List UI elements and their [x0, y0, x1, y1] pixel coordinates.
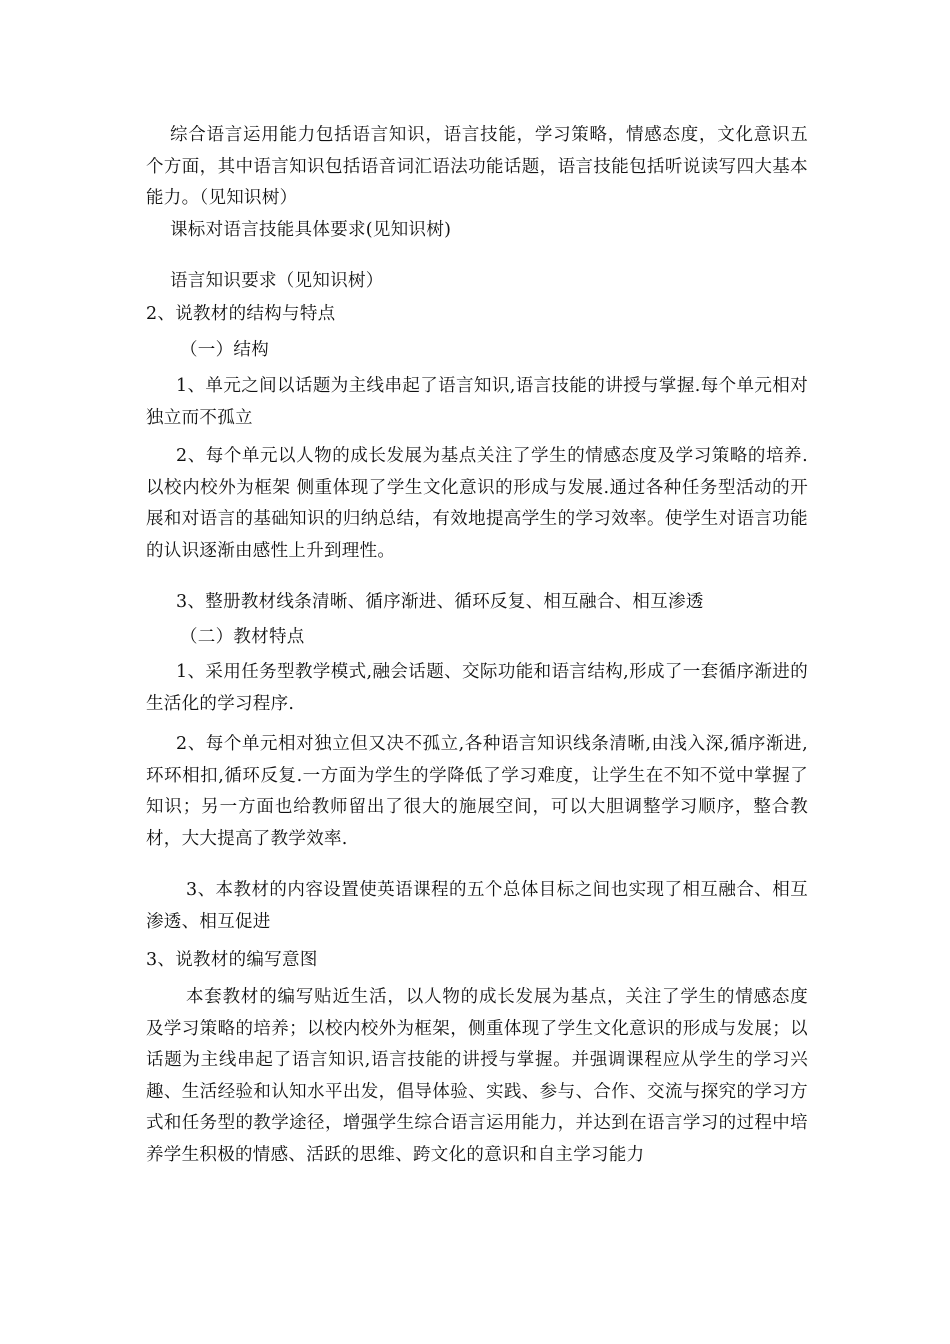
- paragraph-feature-point-3: 3、本教材的内容设置使英语课程的五个总体目标之间也实现了相互融合、相互渗透、相互促进: [146, 880, 808, 932]
- paragraph-competence-overview: 综合语言运用能力包括语言知识，语言技能，学习策略，情感态度，文化意识五个方面，其中语言知识包括语音词汇语法功能话题，语言技能包括听说读写四大基本能力。（见知识树）: [146, 125, 808, 208]
- paragraph-knowledge-requirements: 语言知识要求（见知识树）: [170, 271, 384, 291]
- heading-writing-intent: 3、说教材的编写意图: [146, 950, 318, 970]
- heading-textbook-structure: 2、说教材的结构与特点: [146, 304, 336, 324]
- paragraph-writing-intent: 本套教材的编写贴近生活，以人物的成长发展为基点，关注了学生的情感态度及学习策略的培养；以校内校外为框架，侧重体现了学生文化意识的形成与发展；以话题为主线串起了语言知识,语言技能的讲授与掌握。并强调课程应从学生的学习兴趣、生活经验和认知水平出发，倡导体验、实践、参与、合作、交流与探究的学习方式和任务型的教学途径，增强学生综合语言运用能力，并达到在语言学习的过程中培养学生积极的情感、活跃的思维、跨文化的意识和自主学习能力: [146, 987, 808, 1165]
- paragraph-structure-point-1: 1、单元之间以话题为主线串起了语言知识,语言技能的讲授与掌握.每个单元相对独立而不孤立: [146, 376, 808, 428]
- paragraph-feature-point-1: 1、采用任务型教学模式,融会话题、交际功能和语言结构,形成了一套循序渐进的生活化的学习程序.: [146, 662, 808, 714]
- subheading-structure: （一）结构: [180, 340, 269, 360]
- paragraph-structure-point-2: 2、每个单元以人物的成长发展为基点关注了学生的情感态度及学习策略的培养. 以校内校外为框架 侧重体现了学生文化意识的形成与发展.通过各种任务型活动的开展和对语言的基础知识的归纳总结，有效地提高学生的学习效率。使学生对语言功能的认识逐渐由感性上升到理性。: [146, 446, 808, 561]
- paragraph-skill-requirements: 课标对语言技能具体要求(见知识树): [170, 220, 452, 240]
- subheading-textbook-features: （二）教材特点: [180, 627, 305, 647]
- paragraph-structure-point-3: 3、整册教材线条清晰、循序渐进、循环反复、相互融合、相互渗透: [176, 592, 704, 612]
- paragraph-feature-point-2: 2、每个单元相对独立但又决不孤立,各种语言知识线条清晰,由浅入深,循序渐进,环环相扣,循环反复.一方面为学生的学降低了学习难度，让学生在不知不觉中掌握了知识；另一方面也给教师留出了很大的施展空间，可以大胆调整学习顺序，整合教材，大大提高了教学效率.: [146, 734, 808, 849]
